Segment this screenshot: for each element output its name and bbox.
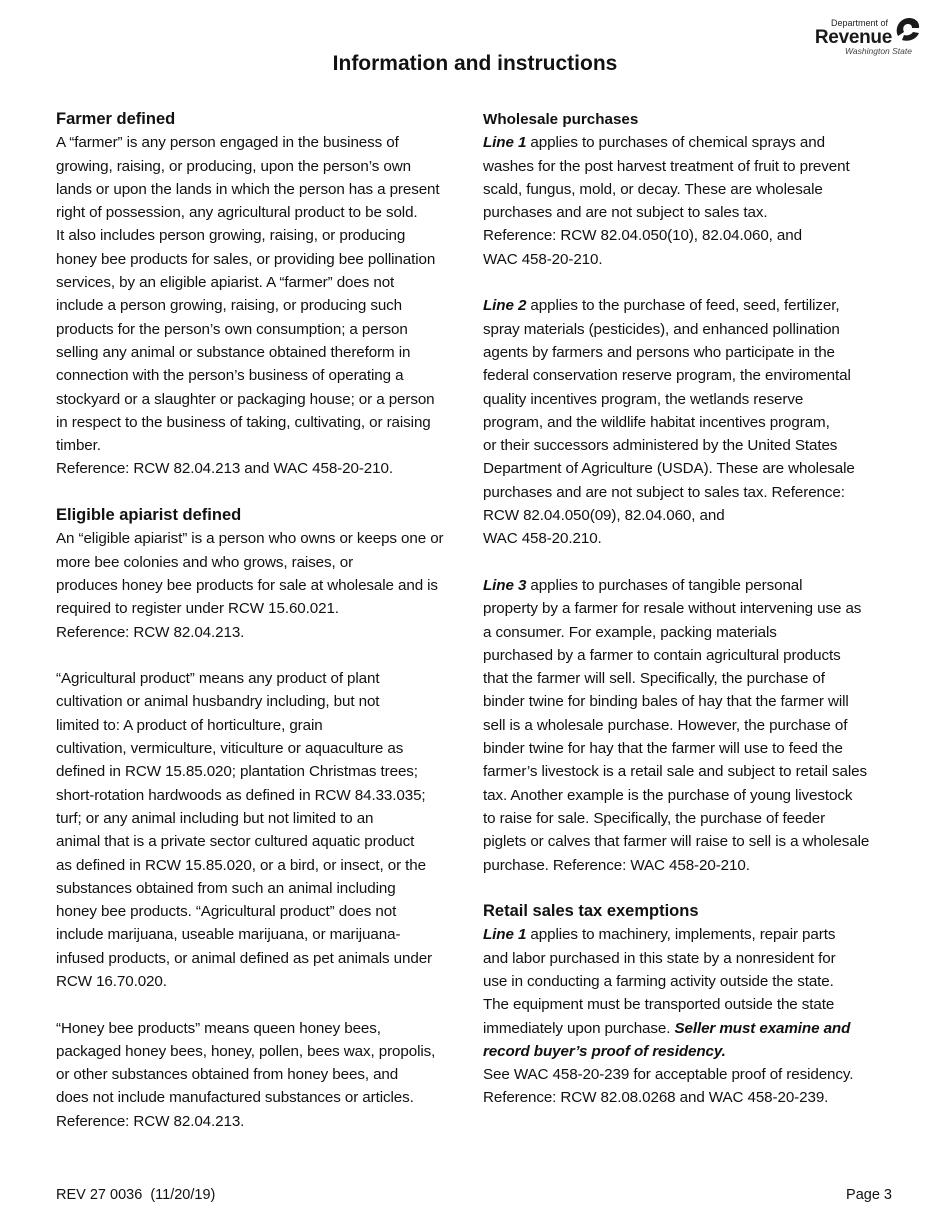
wholesale-line-2-label: Line 2 bbox=[483, 297, 527, 315]
dor-logo bbox=[812, 12, 924, 56]
farmer-defined-heading: Farmer defined bbox=[56, 110, 176, 128]
retail-line-1-emphasis: Seller must examine and record buyer’s proof of residency. bbox=[483, 1019, 851, 1060]
eligible-apiarist-text: An “eligible apiarist” is a person who owns or keeps one or more bee colonies and who grows, raises, or produces honey bee products for sale at wholesale and is required to register under RCW 15.60.021. Reference: RCW 82.04.213. bbox=[56, 530, 444, 641]
retail-line-1-text bbox=[483, 923, 897, 1109]
wholesale-line-2-text bbox=[483, 294, 897, 550]
wholesale-line-1-label: Line 1 bbox=[483, 134, 527, 152]
logo-state-text: Washington State bbox=[845, 46, 912, 56]
wholesale-line-1-text bbox=[483, 131, 897, 271]
form-id: REV 27 0036 (11/20/19) bbox=[56, 1187, 216, 1203]
farmer-defined-text: A “farmer” is any person engaged in the business of growing, raising, or producing, upon the person’s own lands or upon the lands in which the person has a present right of possession, any agricultural product to be sold. It also includes person growing, raising, or producing honey bee products for sales, or providing bee pollination services, by an eligible apiarist. A “farmer” does not include a person growing, raising, or producing such products for the person’s own consumption; a person selling any animal or substance obtained thereform in connection with the person’s business of operating a stockyard or a slaughter or packaging house; or a person in respect to the business of taking, cultivating, or raising timber. Reference: RCW 82.04.213 and WAC 458-20-210. bbox=[56, 134, 440, 478]
dor-emblem-icon bbox=[892, 14, 922, 44]
retail-line-1-tail: See WAC 458-20-239 for acceptable proof of residency. Reference: RCW 82.08.0268 and WAC 458-20-239. bbox=[483, 1066, 854, 1107]
wholesale-purchases-heading: Wholesale purchases bbox=[483, 111, 639, 128]
wholesale-line-3-text bbox=[483, 574, 897, 877]
wholesale-line-1-body: applies to purchases of chemical sprays and washes for the post harvest treatment of fruit to prevent scald, fungus, mold, or decay. These are wholesale purchases and are not subject to sales tax. Reference: RCW 82.04.050(10), 82.04.060, and WAC 458-20-210. bbox=[483, 134, 850, 268]
left-column bbox=[56, 108, 470, 1133]
page-number: Page 3 bbox=[846, 1187, 892, 1203]
retail-line-1-label: Line 1 bbox=[483, 926, 527, 944]
logo-department-text: Department of bbox=[830, 18, 888, 28]
wholesale-line-2-body: applies to the purchase of feed, seed, fertilizer, spray materials (pesticides), and enhanced pollination agents by farmers and persons who participate in the federal conservation reserve program, the enviromental quality incentives program, the wetlands reserve program, and the wildlife habitat incentives program, or their successors administered by the United States Department of Agriculture (USDA). These are wholesale purchases and are not subject to sales tax. Reference: RCW 82.04.050(09), 82.04.060, and WAC 458-20.210. bbox=[483, 297, 855, 548]
logo-revenue-text: Revenue bbox=[814, 27, 892, 48]
wholesale-line-3-body: applies to purchases of tangible personal property by a farmer for resale without intervening use as a consumer. For example, packing materials purchased by a farmer to contain agricultural products that the farmer will sell. Specifically, the purchase of binder twine for binding bales of hay that the farmer will sell is a wholesale purchase. However, the purchase of binder twine for hay that the farmer will use to feed the farmer’s livestock is a retail sale and subject to retail sales tax. Another example is the purchase of young livestock to raise for sale. Specifically, the purchase of feeder piglets or calves that farmer will raise to sell is a wholesale purchase. Reference: WAC 458-20-210. bbox=[483, 576, 870, 874]
agricultural-product-text: “Agricultural product” means any product of plant cultivation or animal husbandry including, but not limited to: A product of horticulture, grain cultivation, vermiculture, viticulture or aquaculture as defined in RCW 15.85.020; plantation Christmas trees; short-rotation hardwoods as defined in RCW 84.33.035; turf; or any animal including but not limited to an animal that is a private sector cultured aquatic product as defined in RCW 15.85.020, or a bird, or insect, or the substances obtained from such an animal including honey bee products. “Agricultural product” does not include marijuana, useable marijuana, or marijuana- infused products, or animal defined as pet animals under RCW 16.70.020. bbox=[56, 670, 433, 990]
retail-line-1-body: applies to machinery, implements, repair parts and labor purchased in this state by a nonresident for use in conducting a farming activity outside the state. The equipment must be transported outside the state immediately upon purchase. bbox=[483, 926, 836, 1037]
eligible-apiarist-heading: Eligible apiarist defined bbox=[56, 506, 242, 525]
page-title: Information and instructions bbox=[332, 52, 618, 75]
wholesale-line-3-label: Line 3 bbox=[483, 576, 527, 594]
retail-exemptions-heading: Retail sales tax exemptions bbox=[483, 902, 699, 921]
honey-bee-products-text: “Honey bee products” means queen honey bees, packaged honey bees, honey, pollen, bees wax, propolis, or other substances obtained from honey bees, and does not include manufactured substances or articles. Reference: RCW 82.04.213. bbox=[56, 1019, 436, 1130]
right-column bbox=[483, 108, 897, 1110]
